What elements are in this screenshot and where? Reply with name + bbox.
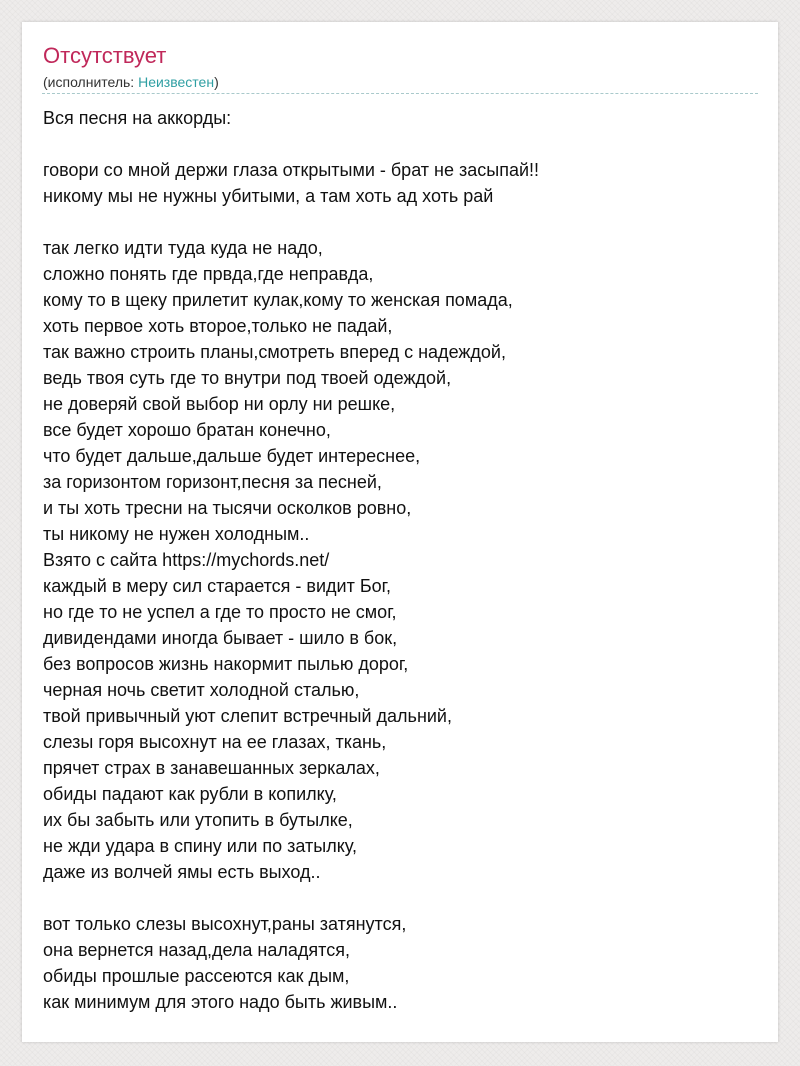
lyric-line: слезы горя высохнут на ее глазах, ткань, [43,732,387,752]
lyric-line: говори со мной держи глаза открытыми - брат не засыпай!! [43,160,540,180]
lyric-line: обиды падают как рубли в копилку, [43,784,337,804]
lyric-line: все будет хорошо братан конечно, [43,420,331,440]
blank-line [43,131,539,157]
dashed-divider [42,93,758,94]
lyrics-body [43,105,539,1015]
lyric-line: ты никому не нужен холодным.. [43,524,310,544]
lyric-line: дивидендами иногда бывает - шило в бок, [43,628,398,648]
lyric-line: за горизонтом горизонт,песня за песней, [43,472,382,492]
artist-suffix: ) [214,74,219,90]
lyric-line: так важно строить планы,смотреть вперед с надеждой, [43,342,506,362]
lyric-line: что будет дальше,дальше будет интереснее, [43,446,421,466]
lyric-line: не доверяй свой выбор ни орлу ни решке, [43,394,396,414]
lyric-line: никому мы не нужны убитыми, а там хоть ад хоть рай [43,186,494,206]
blank-line [43,209,539,235]
lyric-line: она вернется назад,дела наладятся, [43,940,350,960]
lyric-line: не жди удара в спину или по затылку, [43,836,357,856]
lyric-line: вот только слезы высохнут,раны затянутся, [43,914,407,934]
blank-line [43,885,539,911]
lyric-line: прячет страх в занавешанных зеркалах, [43,758,380,778]
lyric-line: Вся песня на аккорды: [43,108,232,128]
song-title: Отсутствует [43,43,167,68]
lyric-line: без вопросов жизнь накормит пылью дорог, [43,654,409,674]
lyric-line: хоть первое хоть второе,только не падай, [43,316,393,336]
lyric-line: твой привычный уют слепит встречный дальний, [43,706,452,726]
lyric-line: черная ночь светит холодной сталью, [43,680,360,700]
artist-line [43,72,219,92]
lyric-line: каждый в меру сил старается - видит Бог, [43,576,392,596]
lyric-line: кому то в щеку прилетит кулак,кому то женская помада, [43,290,513,310]
lyric-line: ведь твоя суть где то внутри под твоей одеждой, [43,368,452,388]
lyric-line: и ты хоть тресни на тысячи осколков ровно, [43,498,412,518]
lyric-line: сложно понять где првда,где неправда, [43,264,374,284]
artist-link[interactable]: Неизвестен [138,74,215,90]
lyric-line: но где то не успел а где то просто не смог, [43,602,397,622]
lyric-line: обиды прошлые рассеются как дым, [43,966,350,986]
lyric-line: так легко идти туда куда не надо, [43,238,323,258]
lyric-line: Взято с сайта https://mychords.net/ [43,550,330,570]
lyrics-card [22,22,778,1042]
artist-prefix: (исполнитель: [43,74,139,90]
lyric-line: как минимум для этого надо быть живым.. [43,992,398,1012]
lyric-line: даже из волчей ямы есть выход.. [43,862,321,882]
lyric-line: их бы забыть или утопить в бутылке, [43,810,353,830]
